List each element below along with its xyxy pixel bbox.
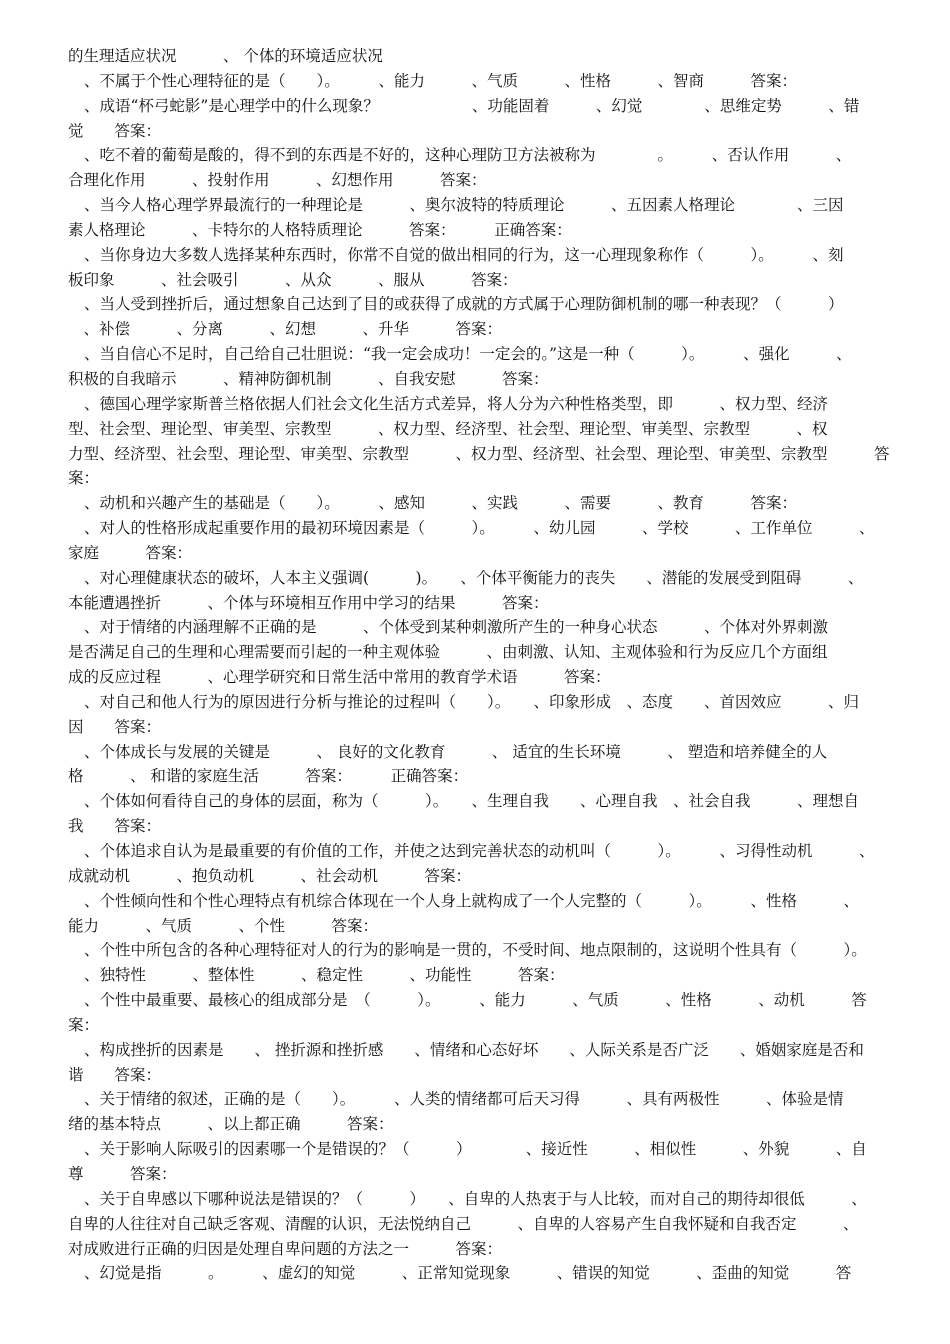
text-line: 案： <box>68 1015 100 1034</box>
text-line: 成的反应过程 、心理学研究和日常生活中常用的教育学术语 答案： <box>68 668 611 687</box>
text-line: 、关于情绪的叙述，正确的是（ ）。 、人类的情绪都可后天习得 、具有两极性 、体验是情 <box>84 1090 844 1109</box>
text-line: 、关于自卑感以下哪种说法是错误的？（ ） 、自卑的人热衷于与人比较，而对自己的期待却很低 、 <box>84 1189 867 1208</box>
text-line: 、当你身边大多数人选择某种东西时，你常不自觉的做出相同的行为，这一心理现象称作（ ）。 、刻 <box>84 245 844 264</box>
text-line: 格 、 和谐的家庭生活 答案： 正确答案： <box>68 767 469 786</box>
text-line: 因 答案： <box>68 717 162 736</box>
text-line: 、幻觉是指 。 、虚幻的知觉 、正常知觉现象 、错误的知觉 、歪曲的知觉 答 <box>84 1264 852 1283</box>
text-line: 、个体如何看待自己的身体的层面，称为（ ）。 、生理自我 、心理自我 、社会自我 、理想自 <box>84 792 860 811</box>
text-line: 、构成挫折的因素是 、 挫折源和挫折感 、情绪和心态好坏 、人际关系是否广泛 、婚姻家庭是否和 <box>84 1040 864 1059</box>
text-line: 家庭 答案： <box>68 543 193 562</box>
text-line: 觉 答案： <box>68 121 162 140</box>
text-line: 素人格理论 、卡特尔的人格特质理论 答案： 正确答案： <box>68 220 572 239</box>
text-line: 本能遭遇挫折 、个体与环境相互作用中学习的结果 答案： <box>68 593 549 612</box>
text-line: 能力 、气质 、个性 答案： <box>68 916 379 935</box>
text-line: 、个性中最重要、最核心的组成部分是 （ ）。 、能力 、气质 、性格 、动机 答 <box>84 991 867 1010</box>
text-line: 、补偿 、分离 、幻想 、升华 答案： <box>68 320 503 339</box>
text-line: 、德国心理学家斯普兰格依据人们社会文化生活方式差异，将人分为六种性格类型，即 、权力型、经济 <box>84 394 829 413</box>
text-line: 、对自己和他人行为的原因进行分析与推论的过程叫（ ）。 、印象形成 、态度 、首因效应 、归 <box>84 692 860 711</box>
text-line: 、对人的性格形成起重要作用的最初环境因素是（ ）。 、幼儿园 、学校 、工作单位 、 <box>84 519 875 538</box>
text-line: 、动机和兴趣产生的基础是（ ）。 、感知 、实践 、需要 、教育 答案： <box>84 494 798 513</box>
text-line: 对成败进行正确的归因是处理自卑问题的方法之一 答案： <box>68 1239 503 1258</box>
text-line: 谐 答案： <box>68 1065 162 1084</box>
text-line: 板印象 、社会吸引 、从众 、服从 答案： <box>68 270 518 289</box>
text-line: 的生理适应状况 、 个体的环境适应状况 <box>68 47 383 65</box>
text-line: 型、社会型、理论型、审美型、宗教型 、权力型、经济型、社会型、理论型、审美型、宗教型 、权 <box>68 419 828 438</box>
text-line: 、吃不着的葡萄是酸的，得不到的东西是不好的，这种心理防卫方法被称为 。 、否认作用 、 <box>84 146 852 165</box>
text-line: 、个性中所包含的各种心理特征对人的行为的影响是一贯的，不受时间、地点限制的，这说明个性具有（ ）。 <box>84 941 867 960</box>
text-line: 、当人受到挫折后，通过想象自己达到了目的或获得了成就的方式属于心理防御机制的哪一种表现？（ ） <box>84 295 844 314</box>
document-page <box>68 44 894 1286</box>
text-line: 我 答案： <box>68 817 162 836</box>
text-line: 合理化作用 、投射作用 、幻想作用 答案： <box>68 171 487 190</box>
text-line: 自卑的人往往对自己缺乏客观、清醒的认识，无法悦纳自己 、自卑的人容易产生自我怀疑和自我否定 、 <box>68 1214 859 1233</box>
text-line: 、个体追求自认为是最重要的有价值的工作，并使之达到完善状态的动机叫（ ）。 、习得性动机 、 <box>84 842 875 860</box>
text-line: 、当自信心不足时，自己给自己壮胆说：“我一定会成功！一定会的。”这是一种（ ）。 、强化 、 <box>84 345 852 364</box>
text-line: 、对于情绪的内涵理解不正确的是 、个体受到某种刺激所产生的一种身心状态 、个体对外界刺激 <box>84 618 829 637</box>
text-line: 绪的基本特点 、以上都正确 答案： <box>68 1115 394 1134</box>
text-line: 成就动机 、抱负动机 、社会动机 答案： <box>68 866 472 885</box>
text-line: 、独特性 、整体性 、稳定性 、功能性 答案： <box>84 966 565 985</box>
text-line: 、个性倾向性和个性心理特点有机综合体现在一个人身上就构成了一个人完整的（ ）。 、性格 、 <box>84 891 860 910</box>
text-line: 积极的自我暗示 、精神防御机制 、自我安慰 答案： <box>68 369 549 388</box>
text-line: 、对心理健康状态的破坏，人本主义强调( )。 、个体平衡能力的丧失 、潜能的发展受到阻碍 、 <box>84 568 864 587</box>
text-line: 、成语“杯弓蛇影”是心理学中的什么现象？ 、功能固着 、幻觉 、思维定势 、错 <box>84 96 860 115</box>
text-line: 、不属于个性心理特征的是（ ）。 、能力 、气质 、性格 、智商 答案： <box>84 71 798 90</box>
text-line: 、关于影响人际吸引的因素哪一个是错误的？（ ） 、接近性 、相似性 、外貌 、自 <box>84 1140 867 1159</box>
text-line: 是否满足自己的生理和心理需要而引起的一种主观体验 、由刺激、认知、主观体验和行为反应几个方面组 <box>68 643 828 662</box>
text-line: 、个体成长与发展的关键是 、 良好的文化教育 、 适宜的生长环境 、 塑造和培养健全的人 <box>84 742 828 761</box>
text-line: 、当今人格心理学界最流行的一种理论是 、奥尔波特的特质理论 、五因素人格理论 、三因 <box>84 196 844 215</box>
text-line: 案： <box>68 469 100 488</box>
text-line: 尊 答案： <box>68 1164 177 1183</box>
text-line: 力型、经济型、社会型、理论型、审美型、宗教型 、权力型、经济型、社会型、理论型、审美型、宗教型 答 <box>68 444 890 463</box>
